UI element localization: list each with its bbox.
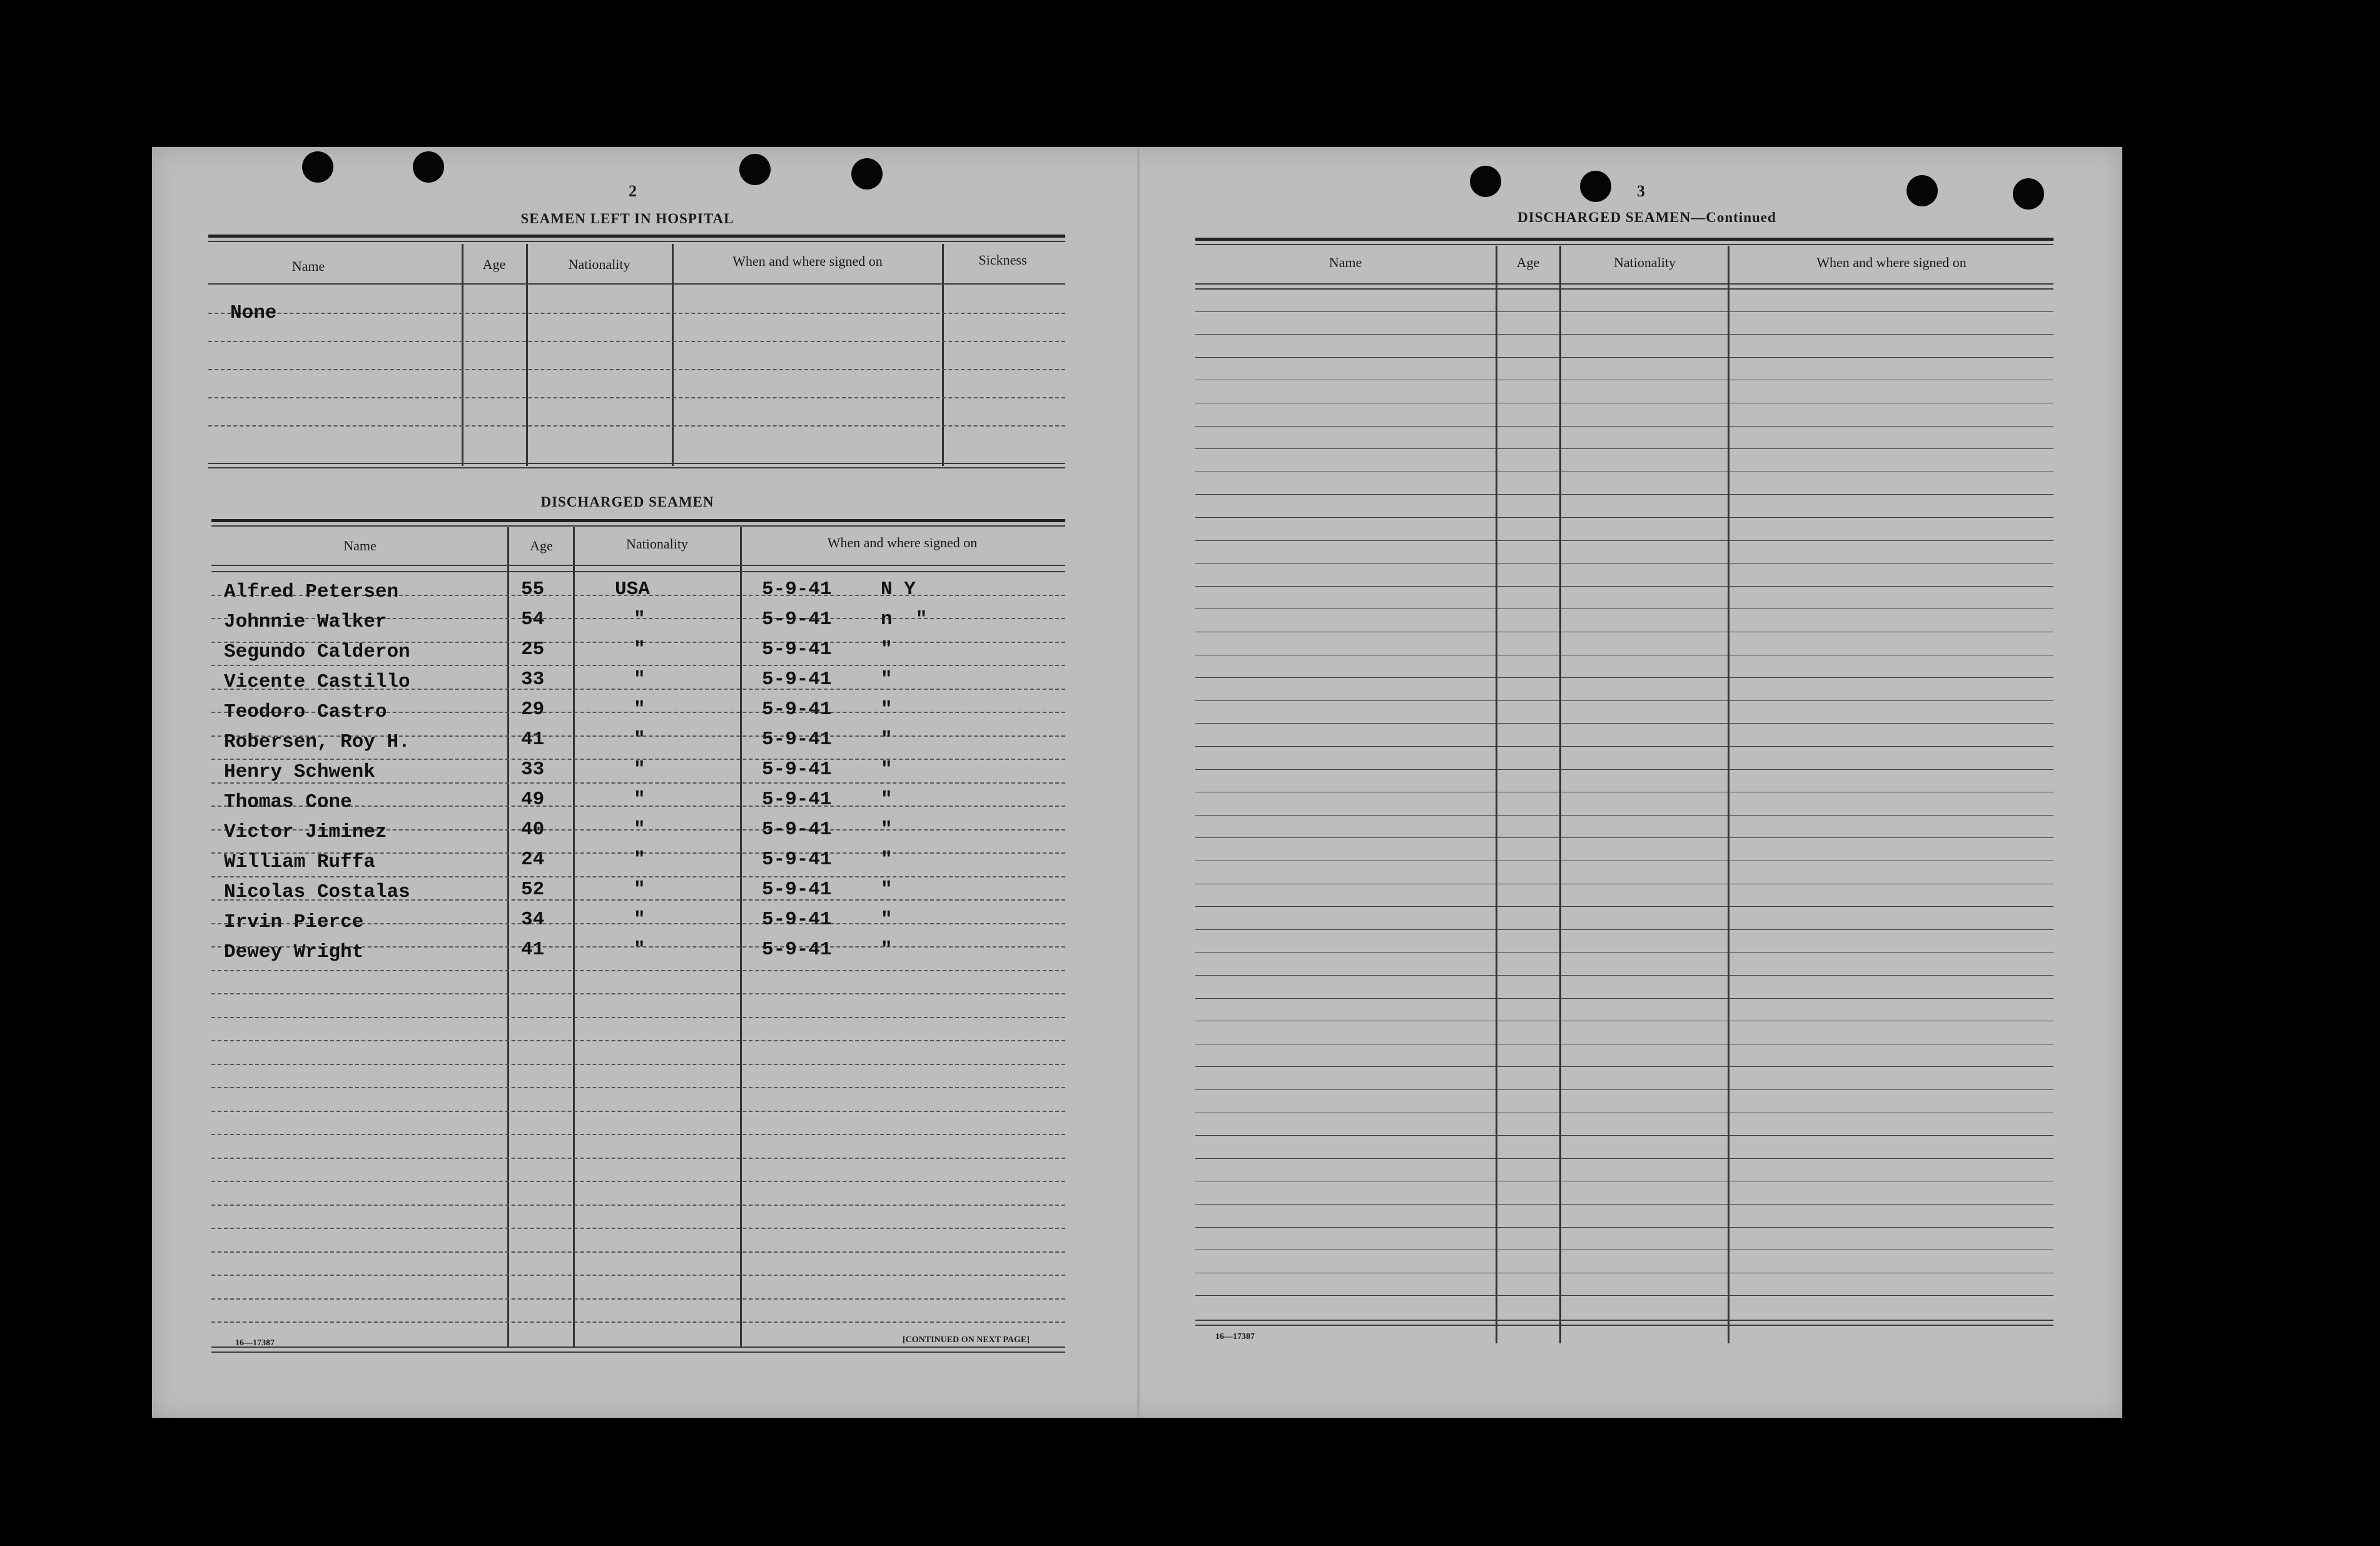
col-header-age: Age <box>530 538 553 553</box>
entry-line <box>1195 700 2053 701</box>
seaman-age: 54 <box>521 609 545 630</box>
seaman-age: 55 <box>521 578 545 600</box>
entry-line <box>211 1275 1065 1276</box>
seaman-name: Johnnie Walker <box>224 611 387 633</box>
signed-on-place: " <box>881 879 893 901</box>
table-divider <box>462 244 463 466</box>
col-header-signed-on: When and where signed on <box>827 535 978 550</box>
signed-on-place: " <box>881 909 893 931</box>
signed-on-place: " <box>881 699 893 720</box>
entry-line <box>1195 677 2053 678</box>
seaman-name: Victor Jiminez <box>224 821 387 843</box>
entry-line <box>211 970 1065 971</box>
table-rule <box>211 1351 1065 1353</box>
entry-line <box>1195 1158 2053 1159</box>
entry-line <box>208 341 1065 342</box>
entry-line <box>1195 426 2053 427</box>
signed-on-date: 5-9-41 <box>762 759 832 781</box>
col-header-signed-on: When and where signed on <box>732 253 883 269</box>
seaman-nationality: " <box>634 609 646 630</box>
entry-line <box>1195 837 2053 838</box>
table-divider <box>507 527 509 1346</box>
table-rule <box>211 525 1065 527</box>
seaman-name: Dewey Wright <box>224 941 364 963</box>
seaman-nationality: " <box>634 729 646 750</box>
signed-on-date: 5-9-41 <box>762 879 832 901</box>
col-header-name: Name <box>1329 255 1362 270</box>
discharged-section-title: DISCHARGED SEAMEN <box>540 494 714 510</box>
seaman-nationality: " <box>634 819 646 841</box>
signed-on-date: 5-9-41 <box>762 789 832 811</box>
col-header-nationality: Nationality <box>1614 255 1676 270</box>
signed-on-date: 5-9-41 <box>762 639 832 660</box>
entry-line <box>1195 769 2053 770</box>
col-header-sickness: Sickness <box>978 252 1027 268</box>
entry-line <box>211 1298 1065 1300</box>
table-rule <box>1195 288 2053 290</box>
seaman-name: Nicolas Costalas <box>224 881 410 903</box>
entry-line <box>208 425 1065 427</box>
punch-hole <box>1470 166 1501 197</box>
signed-on-date: 5-9-41 <box>762 819 832 841</box>
entry-line <box>211 993 1065 994</box>
entry-line <box>1195 929 2053 930</box>
seaman-age: 41 <box>521 729 545 750</box>
seaman-age: 29 <box>521 699 545 720</box>
signed-on-date: 5-9-41 <box>762 578 832 600</box>
col-header-nationality: Nationality <box>568 256 630 272</box>
entry-line <box>1195 311 2053 312</box>
col-header-age: Age <box>1516 255 1540 270</box>
signed-on-place: " <box>881 669 893 690</box>
seaman-age: 25 <box>521 639 545 660</box>
entry-line <box>1195 746 2053 747</box>
table-rule <box>211 1346 1065 1348</box>
table-divider <box>1559 246 1561 1343</box>
entry-line <box>1195 448 2053 449</box>
entry-line <box>1195 1204 2053 1205</box>
seaman-age: 41 <box>521 939 545 961</box>
entry-line <box>1195 517 2053 518</box>
entry-line <box>211 1017 1065 1018</box>
seaman-nationality: " <box>634 699 646 720</box>
entry-line <box>1195 1227 2053 1228</box>
seaman-nationality: USA <box>615 578 650 600</box>
entry-line <box>1195 906 2053 907</box>
entry-line <box>211 1251 1065 1253</box>
table-divider <box>942 244 944 466</box>
punch-hole <box>302 151 333 183</box>
entry-line <box>1195 334 2053 335</box>
entry-line <box>211 1040 1065 1041</box>
table-rule <box>208 467 1065 468</box>
entry-line <box>211 1228 1065 1229</box>
continued-note: [CONTINUED ON NEXT PAGE] <box>903 1335 1030 1345</box>
table-rule <box>1195 1320 2053 1321</box>
entry-line <box>211 1181 1065 1182</box>
signed-on-place: " <box>881 789 893 811</box>
seaman-age: 33 <box>521 669 545 690</box>
entry-line <box>1195 1089 2053 1090</box>
signed-on-place: " <box>881 849 893 871</box>
table-rule <box>1195 244 2053 245</box>
table-rule <box>211 565 1065 566</box>
signed-on-place: " <box>881 819 893 841</box>
col-header-signed-on: When and where signed on <box>1816 255 1967 270</box>
signed-on-date: 5-9-41 <box>762 699 832 720</box>
signed-on-date: 5-9-41 <box>762 939 832 961</box>
table-rule <box>1195 238 2053 241</box>
entry-line <box>1195 357 2053 358</box>
signed-on-place: " <box>881 639 893 660</box>
seaman-age: 34 <box>521 909 545 931</box>
signed-on-date: 5-9-41 <box>762 669 832 690</box>
seaman-name: Vicente Castillo <box>224 671 410 693</box>
table-rule <box>208 235 1065 238</box>
seaman-nationality: " <box>634 909 646 931</box>
signed-on-date: 5-9-41 <box>762 849 832 871</box>
table-rule <box>208 283 1065 285</box>
seaman-name: Robersen, Roy H. <box>224 731 410 753</box>
seaman-age: 49 <box>521 789 545 811</box>
entry-line <box>211 1205 1065 1206</box>
seaman-nationality: " <box>634 759 646 781</box>
entry-line <box>211 665 1065 666</box>
discharged-continued-title: DISCHARGED SEAMEN—Continued <box>1517 210 1776 225</box>
signed-on-place: " <box>881 729 893 750</box>
entry-line <box>1195 494 2053 495</box>
table-rule <box>1195 1325 2053 1326</box>
table-divider <box>1728 246 1729 1343</box>
seaman-name: Irvin Pierce <box>224 911 364 933</box>
signed-on-date: 5-9-41 <box>762 609 832 630</box>
seaman-name: Teodoro Castro <box>224 701 387 723</box>
col-header-age: Age <box>482 256 506 272</box>
seaman-nationality: " <box>634 789 646 811</box>
entry-line <box>1195 1295 2053 1296</box>
entry-line <box>211 1158 1065 1159</box>
entry-line <box>211 1321 1065 1323</box>
entry-line <box>1195 815 2053 816</box>
seaman-name: Segundo Calderon <box>224 641 410 663</box>
document-sheet <box>152 147 2122 1418</box>
seaman-age: 33 <box>521 759 545 781</box>
table-rule <box>1195 283 2053 285</box>
form-number: 16—17387 <box>235 1338 275 1348</box>
col-header-name: Name <box>343 538 377 553</box>
signed-on-date: 5-9-41 <box>762 729 832 750</box>
entry-line <box>1195 1066 2053 1067</box>
entry-line <box>208 369 1065 370</box>
col-header-nationality: Nationality <box>626 536 688 552</box>
seaman-age: 52 <box>521 879 545 901</box>
entry-line <box>211 876 1065 877</box>
table-divider <box>1496 246 1497 1343</box>
table-divider <box>573 527 575 1346</box>
entry-line <box>208 397 1065 398</box>
seaman-name: Alfred Petersen <box>224 581 399 603</box>
punch-hole <box>851 158 883 189</box>
signed-on-place: " <box>881 939 893 961</box>
seaman-nationality: " <box>634 849 646 871</box>
entry-line <box>1195 723 2053 724</box>
entry-line <box>1195 1135 2053 1136</box>
entry-line <box>208 313 1065 314</box>
entry-line <box>211 1087 1065 1088</box>
hospital-section-title: SEAMEN LEFT IN HOSPITAL <box>520 211 734 226</box>
signed-on-date: 5-9-41 <box>762 909 832 931</box>
table-divider <box>672 244 674 466</box>
hospital-entry-none: None <box>230 302 277 324</box>
signed-on-place: N Y <box>881 578 916 600</box>
seaman-nationality: " <box>634 879 646 901</box>
punch-hole <box>413 151 444 183</box>
form-number: 16—17387 <box>1215 1332 1255 1341</box>
signed-on-place: n " <box>881 609 928 630</box>
punch-hole <box>739 154 771 185</box>
entry-line <box>211 1111 1065 1112</box>
signed-on-place: " <box>881 759 893 781</box>
seaman-age: 40 <box>521 819 545 841</box>
seaman-name: William Ruffa <box>224 851 375 873</box>
seaman-nationality: " <box>634 669 646 690</box>
punch-hole <box>1580 171 1611 202</box>
entry-line <box>1195 540 2053 541</box>
seaman-age: 24 <box>521 849 545 871</box>
table-rule <box>211 571 1065 572</box>
entry-line <box>211 1064 1065 1065</box>
seaman-nationality: " <box>634 939 646 961</box>
punch-hole <box>2013 178 2044 210</box>
table-divider <box>740 527 742 1346</box>
punch-hole <box>1907 175 1938 206</box>
table-divider <box>526 244 528 466</box>
entry-line <box>211 1134 1065 1135</box>
entry-line <box>1195 975 2053 976</box>
table-rule <box>208 241 1065 242</box>
table-rule <box>208 463 1065 464</box>
seaman-name: Henry Schwenk <box>224 761 375 783</box>
seaman-nationality: " <box>634 639 646 660</box>
col-header-name: Name <box>291 258 325 274</box>
page-fold <box>1137 147 1140 1418</box>
page-number: 2 <box>629 182 637 200</box>
seaman-name: Thomas Cone <box>224 791 352 813</box>
entry-line <box>1195 998 2053 999</box>
page-number: 3 <box>1637 182 1645 200</box>
table-rule <box>211 519 1065 522</box>
entry-line <box>1195 586 2053 587</box>
